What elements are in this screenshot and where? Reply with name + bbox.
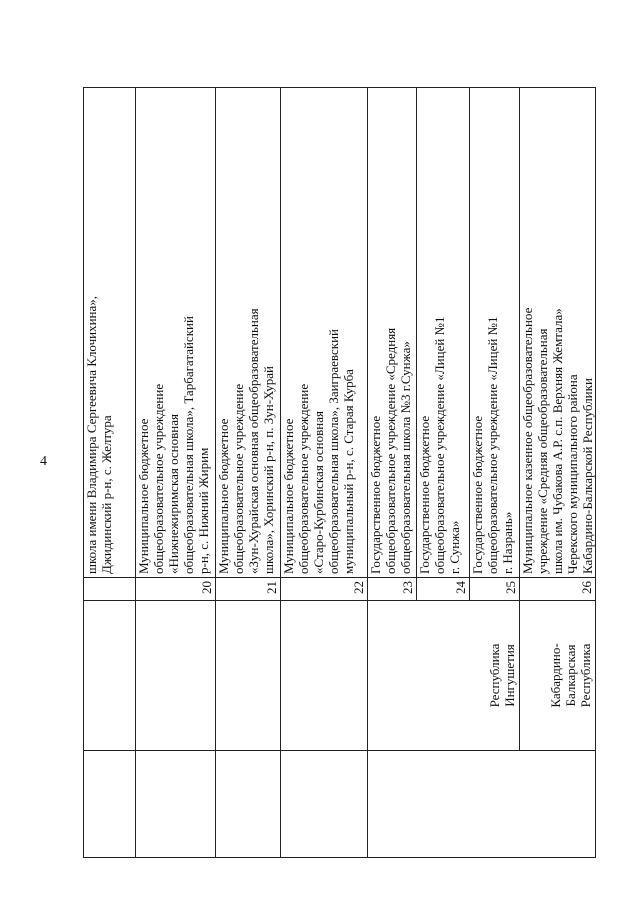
school-name-line: школа имени Владимира Сергеевича Клочихина», [84, 295, 99, 574]
school-name-cell [136, 88, 216, 578]
region-cell-ingushetia [368, 601, 520, 751]
row-number [84, 578, 136, 601]
school-name-line: Кабардино-Балкарской Республики [580, 378, 595, 574]
school-name-line: общеобразовательное учреждение [296, 383, 311, 574]
table-row [136, 88, 216, 858]
empty-cell [216, 601, 281, 751]
school-name-line: Муниципальное казенное общеобразовательное [520, 307, 535, 574]
school-name-cell [281, 88, 368, 578]
empty-cell [84, 751, 136, 858]
region-name-line: Республика [578, 643, 593, 708]
school-name-line: школа», Хоринский р-н, п. Зун-Хурай [261, 366, 276, 574]
school-name-line: Муниципальное бюджетное [281, 418, 296, 574]
school-name-cell [368, 88, 417, 578]
school-name-line: общеобразовательное учреждение «Средняя [383, 327, 398, 574]
school-name-line: учреждение «Средняя общеобразовательная [535, 328, 550, 574]
school-name-line: Государственное бюджетное [417, 415, 432, 574]
school-name-cell [520, 88, 596, 578]
row-number: 22 [281, 578, 368, 601]
page-number: 4 [40, 454, 47, 469]
school-name-line: г. Сунжа» [447, 520, 462, 574]
region-cell-kbr [520, 601, 596, 751]
school-name-line: общеобразовательное учреждение «Лицей №1 [432, 316, 447, 574]
school-name-cell [417, 88, 470, 578]
school-name-line: общеобразовательная школа №3 г.Сунжа» [398, 341, 413, 574]
school-name-line: Государственное бюджетное [470, 415, 485, 574]
school-name-line: Муниципальное бюджетное [136, 418, 151, 574]
school-name-line: «Зун-Хурайская основная общеобразовательная [246, 308, 261, 574]
school-name-line: общеобразовательное учреждение [151, 383, 166, 574]
row-number: 23 [368, 578, 417, 601]
schools-table [83, 87, 596, 858]
row-number: 20 [136, 578, 216, 601]
table-row [281, 88, 368, 858]
school-name-cell [84, 88, 136, 578]
school-name-line: «Старо-Курбинская основная [311, 411, 326, 574]
row-number: 26 [520, 578, 596, 601]
school-name-line: г. Назрань» [500, 511, 515, 574]
school-name-line: общеобразовательная школа», Заиграевский [326, 329, 341, 574]
region-name-line: Республика [487, 643, 502, 708]
region-name-line: Балкарская [563, 644, 578, 707]
region-name-line: Ингушетия [502, 644, 517, 707]
row-number: 25 [470, 578, 520, 601]
empty-cell [281, 751, 368, 858]
empty-cell [216, 751, 281, 858]
school-name-line: «Нижнежиримская основная [166, 414, 181, 574]
school-name-line: Муниципальное бюджетное [216, 418, 231, 574]
table-row [216, 88, 281, 858]
row-number: 21 [216, 578, 281, 601]
empty-cell [136, 751, 216, 858]
rotated-table-container [83, 88, 595, 858]
school-name-line: школа им. Чубакова А.Р. с.п. Верхняя Жемтала» [550, 308, 565, 574]
empty-cell [136, 601, 216, 751]
school-name-line: муниципальный р-н, с. Старая Курба [341, 369, 356, 574]
table-row [368, 88, 417, 858]
region-name-line: Кабардино- [548, 643, 563, 708]
row-number: 24 [417, 578, 470, 601]
table-row [520, 88, 596, 858]
school-name-line: общеобразовательная школа», Тарбагатайский [181, 316, 196, 574]
school-name-line: общеобразовательное учреждение [231, 383, 246, 574]
school-name-line: общеобразовательное учреждение «Лицей №1 [485, 316, 500, 574]
school-name-line: Государственное бюджетное [368, 415, 383, 574]
school-name-cell [216, 88, 281, 578]
empty-cell [84, 601, 136, 751]
school-name-cell [470, 88, 520, 578]
school-name-line: Черекского муниципального района [565, 374, 580, 574]
empty-cell [368, 751, 596, 858]
school-name-line: Джидинский р-н, с. Желтура [99, 415, 114, 574]
school-name-line: р-н, с. Нижний Жирим [196, 447, 211, 574]
table-row [84, 88, 136, 858]
empty-cell [281, 601, 368, 751]
